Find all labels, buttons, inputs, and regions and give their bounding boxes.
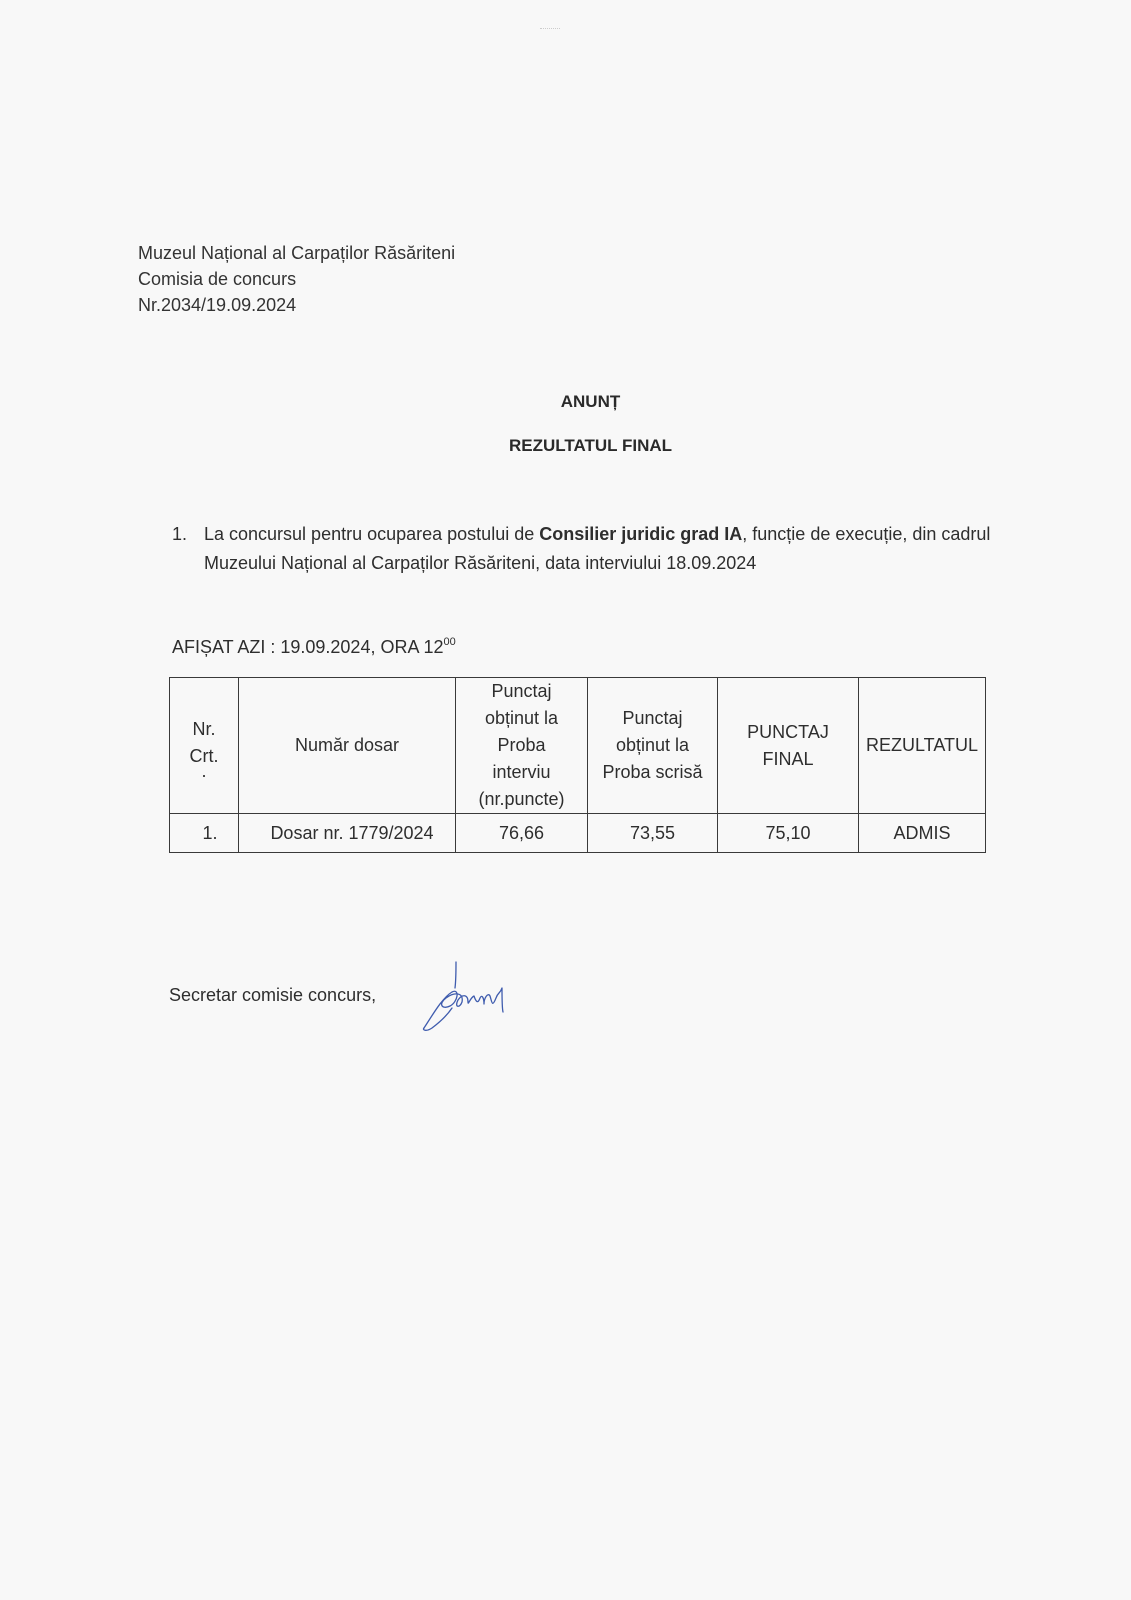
header-line: Număr dosar (294, 735, 400, 755)
signature-icon (418, 958, 518, 1033)
cell-final: 75,10 (718, 814, 859, 853)
cell-interviu: 76,66 (456, 814, 588, 853)
header-line: obținut la (484, 708, 559, 728)
cell-rezultat: ADMIS (859, 814, 986, 853)
registration-number: Nr.2034/19.09.2024 (138, 295, 297, 315)
header-line: (nr.puncte) (478, 789, 565, 809)
secretary-label: Secretar comisie concurs, (169, 985, 377, 1005)
item-number: 1. (172, 524, 188, 544)
header-punctaj-interviu (456, 678, 588, 814)
header-line: Nr. (192, 718, 216, 739)
cell-scrisa: 73,55 (588, 814, 718, 853)
table-row (170, 814, 986, 853)
item-text-after: , funcție de execuție, din cadrul Muzeului Național al Carpaților Răsăriteni, data interviului 18.09.2024 (204, 524, 991, 573)
cell-nr: 1. (170, 814, 239, 853)
scan-artifact (540, 28, 560, 33)
competition-item (172, 520, 1012, 578)
results-table (169, 677, 986, 853)
commission-name: Comisia de concurs (138, 269, 297, 289)
header-line: PUNCTAJ (747, 721, 829, 742)
header-line: interviu (492, 762, 551, 782)
cell-dosar: Dosar nr. 1779/2024 (239, 814, 456, 853)
header-line: . (201, 760, 207, 781)
posted-label: AFIȘAT AZI : 19.09.2024, ORA 12 (172, 637, 444, 657)
header-line: Proba scrisă (602, 762, 703, 782)
posted-time-superscript: 00 (443, 636, 456, 648)
position-title: Consilier juridic grad IA (539, 524, 743, 544)
header-line: obținut la (615, 735, 690, 755)
table-header-row (170, 678, 986, 814)
header-line: Punctaj (491, 681, 552, 701)
header-punctaj-scrisa (588, 678, 718, 814)
item-text-before: La concursul pentru ocuparea postului de (204, 524, 540, 544)
header-line: REZULTATUL (865, 735, 978, 755)
item-text (204, 520, 1012, 578)
header-numar-dosar (239, 678, 456, 814)
announcement-title: ANUNȚ (560, 392, 621, 411)
header-line: FINAL (762, 748, 814, 769)
document-header (138, 240, 455, 318)
header-line: Crt. (189, 745, 219, 766)
header-nr-crt (170, 678, 239, 814)
header-punctaj-final (718, 678, 859, 814)
announcement-subtitle: REZULTATUL FINAL (508, 436, 673, 455)
header-line: Proba (497, 735, 546, 755)
header-line: Punctaj (622, 708, 683, 728)
institution-name: Muzeul Național al Carpaților Răsăriteni (138, 243, 456, 263)
posted-date (172, 636, 456, 658)
header-rezultatul (859, 678, 986, 814)
